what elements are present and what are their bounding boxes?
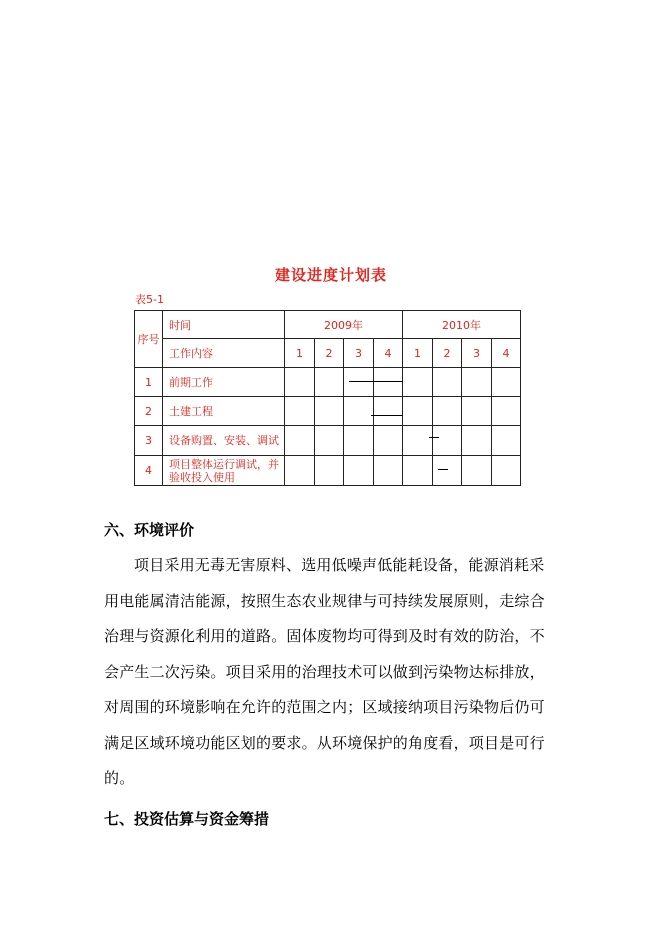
quarter-header: 2 — [315, 339, 344, 368]
quarter-header: 4 — [492, 339, 521, 368]
gantt-bar — [438, 469, 448, 470]
page-title: 建设进度计划表 — [274, 266, 387, 284]
row-name: 土建工程 — [163, 397, 285, 426]
table-label: 表5-1 — [135, 293, 164, 306]
quarter-header: 1 — [285, 339, 315, 368]
row-seq: 3 — [135, 426, 163, 456]
row-name: 项目整体运行调试，并验收投入使用 — [163, 456, 285, 486]
time-header: 时间 — [163, 311, 285, 339]
gantt-bar — [349, 381, 403, 382]
row-name: 设备购置、安装、调试 — [163, 426, 285, 456]
paragraph: 项目采用无毒无害原料、选用低噪声低能耗设备，能源消耗采用电能属清洁能源，按照生态农业规律与可持续发展原则，走综合治理与资源化利用的道路。固体废物均可得到及时有效的防治，不会产生二次污染。项目采用的治理技术可以做到污染物达标排放，对周围的环境影响在允许的范围之内；区域接纳项目污染物后仍可满足区域环境功能区划的要求。从环境保护的角度看，项目是可行的。 — [104, 556, 545, 787]
quarter-header: 3 — [344, 339, 374, 368]
year-header: 2010年 — [403, 311, 521, 339]
section-6-heading: 六、环境评价 — [104, 521, 195, 539]
work-header: 工作内容 — [163, 339, 285, 368]
table-row — [135, 397, 521, 426]
year-header: 2009年 — [285, 311, 403, 339]
gantt-bar — [429, 437, 439, 438]
quarter-header: 1 — [403, 339, 433, 368]
table-header-row — [135, 311, 521, 339]
gantt-bar — [371, 415, 403, 416]
table-row — [135, 368, 521, 397]
table-row — [135, 426, 521, 456]
row-seq: 4 — [135, 456, 163, 486]
row-seq: 1 — [135, 368, 163, 397]
table-row — [135, 456, 521, 486]
quarter-header: 4 — [374, 339, 403, 368]
quarter-header: 3 — [462, 339, 492, 368]
row-seq: 2 — [135, 397, 163, 426]
section-6-body — [104, 548, 550, 797]
table-header-row — [135, 339, 521, 368]
section-7-heading: 七、投资估算与资金筹措 — [104, 810, 270, 828]
row-name: 前期工作 — [163, 368, 285, 397]
schedule-table — [134, 310, 521, 486]
seq-header: 序号 — [135, 311, 163, 368]
quarter-header: 2 — [433, 339, 462, 368]
